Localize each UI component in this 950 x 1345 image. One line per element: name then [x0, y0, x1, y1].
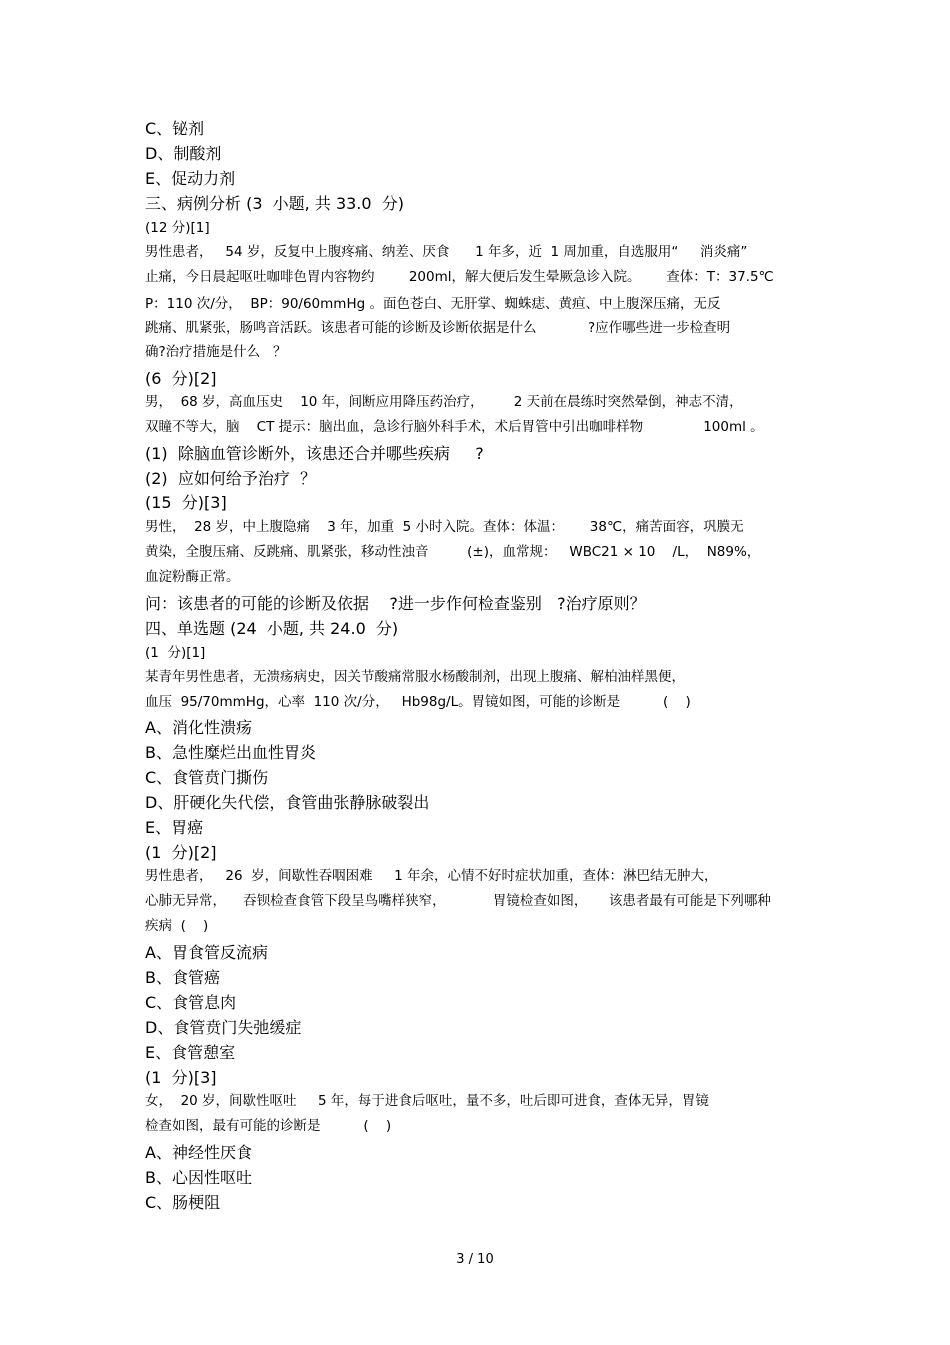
option-line: D、食管贲门失弛缓症	[145, 1018, 302, 1037]
section-heading: 四、单选题 (24 小题, 共 24.0 分)	[145, 619, 399, 638]
section-heading: 三、病例分析 (3 小题, 共 33.0 分)	[145, 194, 404, 213]
question-line: 问：该患者的可能的诊断及依据 ?进一步作何检查鉴别 ?治疗原则？	[145, 594, 646, 613]
option-line: D、肝硬化失代偿，食管曲张静脉破裂出	[145, 793, 430, 812]
case-text-line: 男性患者， 54 岁，反复中上腹疼痛、纳差、厌食 1 年多，近 1 周加重，自选服用“ 消炎痛”	[145, 244, 748, 260]
option-line: D、制酸剂	[145, 144, 222, 163]
page-number: 3 / 10	[456, 1252, 494, 1267]
question-score: (6 分)[2]	[145, 369, 217, 388]
option-line: A、胃食管反流病	[145, 943, 268, 962]
option-line: E、胃癌	[145, 818, 204, 837]
case-text-line: 止痛，今日晨起呕吐咖啡色胃内容物约 200ml，解大便后发生晕厥急诊入院。 查体：T：37.5℃	[145, 269, 774, 285]
question-line: (1) 除脑血管诊断外，该患还合并哪些疾病 ?	[145, 444, 484, 463]
case-text-line: 确?治疗措施是什么 ？	[145, 344, 287, 360]
question-score: (1 分)[2]	[145, 843, 217, 862]
question-text-line: 检查如图，最有可能的诊断是 ( )	[145, 1118, 392, 1134]
question-text-line: 心肺无异常， 吞钡检查食管下段呈鸟嘴样狭窄， 胃镜检查如图， 该患者最有可能是下列哪种	[145, 893, 771, 909]
option-line: C、食管息肉	[145, 993, 237, 1012]
option-line: B、心因性呕吐	[145, 1168, 252, 1187]
question-score: (12 分)[1]	[145, 220, 210, 236]
case-text-line: 跳痛、肌紧张，肠鸣音活跃。该患者可能的诊断及诊断依据是什么 ?应作哪些进一步检查明	[145, 320, 731, 336]
case-text-line: 男， 68 岁，高血压史 10 年，间断应用降压药治疗， 2 天前在晨练时突然晕倒，神志不清，	[145, 394, 743, 410]
option-line: C、食管贲门撕伤	[145, 768, 269, 787]
option-line: B、急性糜烂出血性胃炎	[145, 743, 316, 762]
case-text-line: 黄染，全腹压痛、反跳痛、肌紧张，移动性浊音 (±)，血常规： WBC21 × 10 /L， N89%，	[145, 544, 761, 560]
question-text-line: 血压 95/70mmHg，心率 110 次/分， Hb98g/L。胃镜如图，可能的诊断是 ( )	[145, 694, 691, 710]
question-text-line: 男性患者， 26 岁，间歇性吞咽困难 1 年余，心情不好时症状加重，查体：淋巴结无肿大，	[145, 868, 718, 884]
option-line: E、促动力剂	[145, 169, 236, 188]
question-line: (2) 应如何给予治疗 ？	[145, 469, 317, 488]
option-line: C、铋剂	[145, 119, 205, 138]
option-line: C、肠梗阻	[145, 1193, 221, 1212]
question-score: (1 分)[3]	[145, 1068, 217, 1087]
question-text-line: 某青年男性患者，无溃疡病史，因关节酸痛常服水杨酸制剂，出现上腹痛、解柏油样黑便，	[145, 669, 685, 685]
case-text-line: 血淀粉酶正常。	[145, 569, 240, 585]
option-line: A、神经性厌食	[145, 1143, 252, 1162]
option-line: A、消化性溃疡	[145, 718, 252, 737]
question-text-line: 疾病 ( )	[145, 918, 209, 934]
case-text-line: P：110 次/分， BP：90/60mmHg 。面色苍白、无肝掌、蜘蛛痣、黄疸、中上腹深压痛，无反	[145, 296, 721, 312]
question-score: (15 分)[3]	[145, 493, 227, 512]
case-text-line: 男性， 28 岁，中上腹隐痛 3 年，加重 5 小时入院。查体：体温： 38℃，痛苦面容，巩膜无	[145, 519, 744, 535]
case-text-line: 双瞳不等大，脑 CT 提示：脑出血，急诊行脑外科手术，术后胃管中引出咖啡样物 100ml 。	[145, 419, 764, 435]
option-line: E、食管憩室	[145, 1043, 236, 1062]
question-text-line: 女， 20 岁，间歇性呕吐 5 年，每于进食后呕吐，量不多，吐后即可进食，查体无异，胃镜	[145, 1093, 709, 1109]
option-line: B、食管癌	[145, 968, 220, 987]
question-score: (1 分)[1]	[145, 645, 206, 661]
